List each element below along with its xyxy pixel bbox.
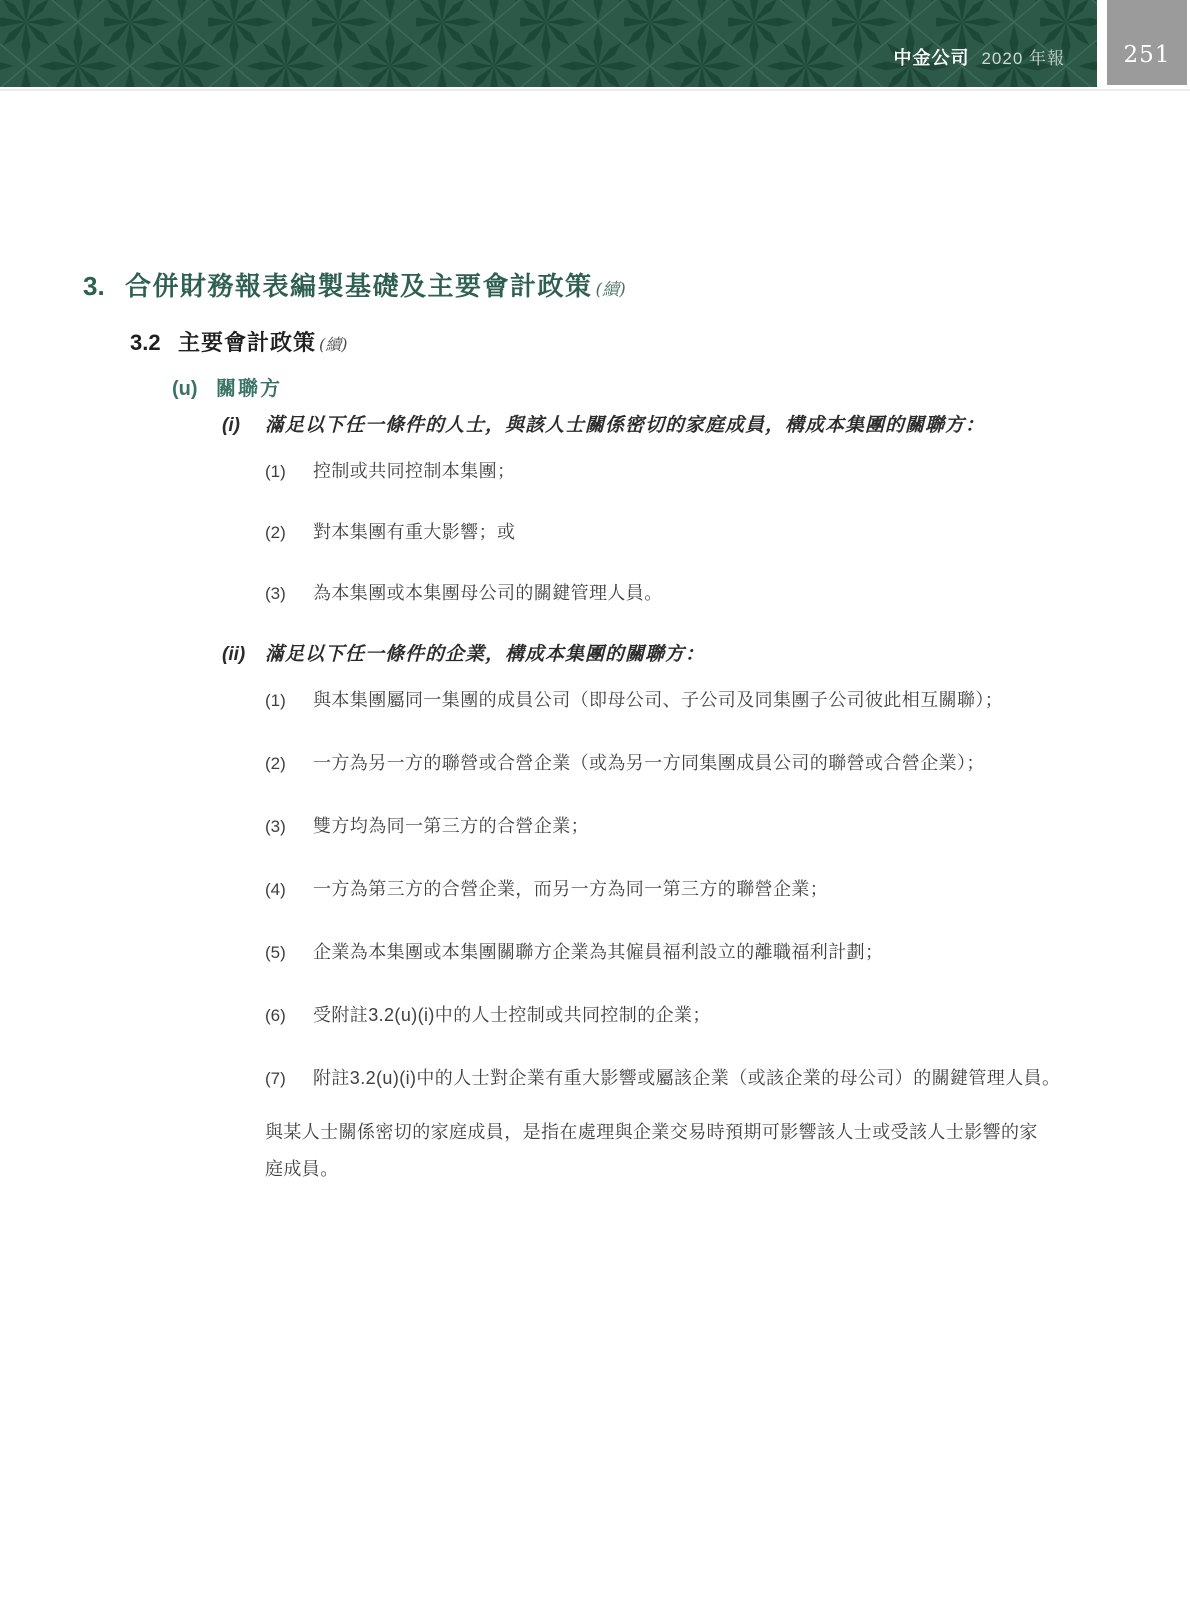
closing-paragraph: 與某人士關係密切的家庭成員，是指在處理與企業交易時預期可影響該人士或受該人士影響的家庭成員。 (265, 1122, 1038, 1179)
list-item (265, 750, 1190, 777)
part-i-marker: (i) (222, 415, 240, 436)
list-item (265, 1065, 1190, 1092)
part-ii-marker: (ii) (222, 644, 246, 665)
list-item-text: 控制或共同控制本集團； (313, 461, 516, 481)
list-item-text: 受附註3.2(u)(i)中的人士控制或共同控制的企業； (313, 1005, 711, 1025)
section-number: 3. (83, 271, 105, 301)
section-continued-label: (續) (595, 280, 626, 300)
part-ii-lead-text: 滿足以下任一條件的企業，構成本集團的關聯方： (265, 644, 706, 665)
section-heading (83, 268, 1190, 308)
list-item (265, 519, 1190, 546)
list-item-number: (4) (265, 880, 286, 899)
section-title: 合併財務報表編製基礎及主要會計政策 (125, 271, 593, 301)
list-item (265, 813, 1190, 840)
list-item (265, 458, 1190, 485)
page-number-badge (1107, 0, 1187, 85)
part-i-lead (222, 412, 1190, 440)
part-ii-lead (222, 641, 1190, 669)
header-caption (893, 0, 1065, 87)
list-item (265, 687, 1190, 714)
list-item-text: 企業為本集團或本集團關聯方企業為其僱員福利設立的離職福利計劃； (313, 942, 884, 962)
list-item (265, 939, 1190, 966)
list-item (265, 580, 1190, 607)
list-item-number: (1) (265, 462, 286, 481)
list-item-number: (7) (265, 1069, 286, 1088)
subsection-title: 主要會計政策 (178, 330, 317, 355)
subsection-heading (130, 328, 1190, 360)
list-item-text: 為本集團或本集團母公司的關鍵管理人員。 (313, 583, 663, 603)
list-item-number: (3) (265, 817, 286, 836)
page-number: 251 (1123, 41, 1171, 68)
subsection-continued-label: (續) (319, 335, 348, 354)
part-i-lead-text: 滿足以下任一條件的人士，與該人士關係密切的家庭成員，構成本集團的關聯方： (265, 415, 986, 436)
list-item-text: 附註3.2(u)(i)中的人士對企業有重大影響或屬該企業（或該企業的母公司）的關鍵管理人員。 (313, 1068, 1061, 1088)
document-body (0, 260, 1190, 1188)
list-item (265, 876, 1190, 903)
list-item-number: (1) (265, 691, 286, 710)
clause-marker: (u) (172, 378, 198, 400)
subsection-number: 3.2 (130, 330, 161, 355)
list-item-number: (3) (265, 584, 286, 603)
list-item-number: (6) (265, 1006, 286, 1025)
list-item-text: 一方為第三方的合營企業，而另一方為同一第三方的聯營企業； (313, 879, 829, 899)
list-item-number: (2) (265, 523, 286, 542)
list-item-text: 對本集團有重大影響；或 (313, 522, 516, 542)
list-item (265, 1002, 1190, 1029)
header-divider (0, 89, 1190, 91)
list-item-text: 雙方均為同一第三方的合營企業； (313, 816, 589, 836)
list-item-text: 與本集團屬同一集團的成員公司（即母公司、子公司及同集團子公司彼此相互關聯）； (313, 690, 1004, 710)
clause-title: 關聯方 (216, 378, 282, 400)
report-year-label: 2020 年報 (981, 49, 1065, 68)
company-name: 中金公司 (893, 47, 970, 68)
part-i (0, 412, 1190, 607)
list-item-number: (5) (265, 943, 286, 962)
clause-heading (172, 376, 1190, 402)
header-band (0, 0, 1097, 87)
list-item-number: (2) (265, 754, 286, 773)
list-item-text: 一方為另一方的聯營或合營企業（或為另一方同集團成員公司的聯營或合營企業）； (313, 753, 985, 773)
part-ii (0, 641, 1190, 1092)
